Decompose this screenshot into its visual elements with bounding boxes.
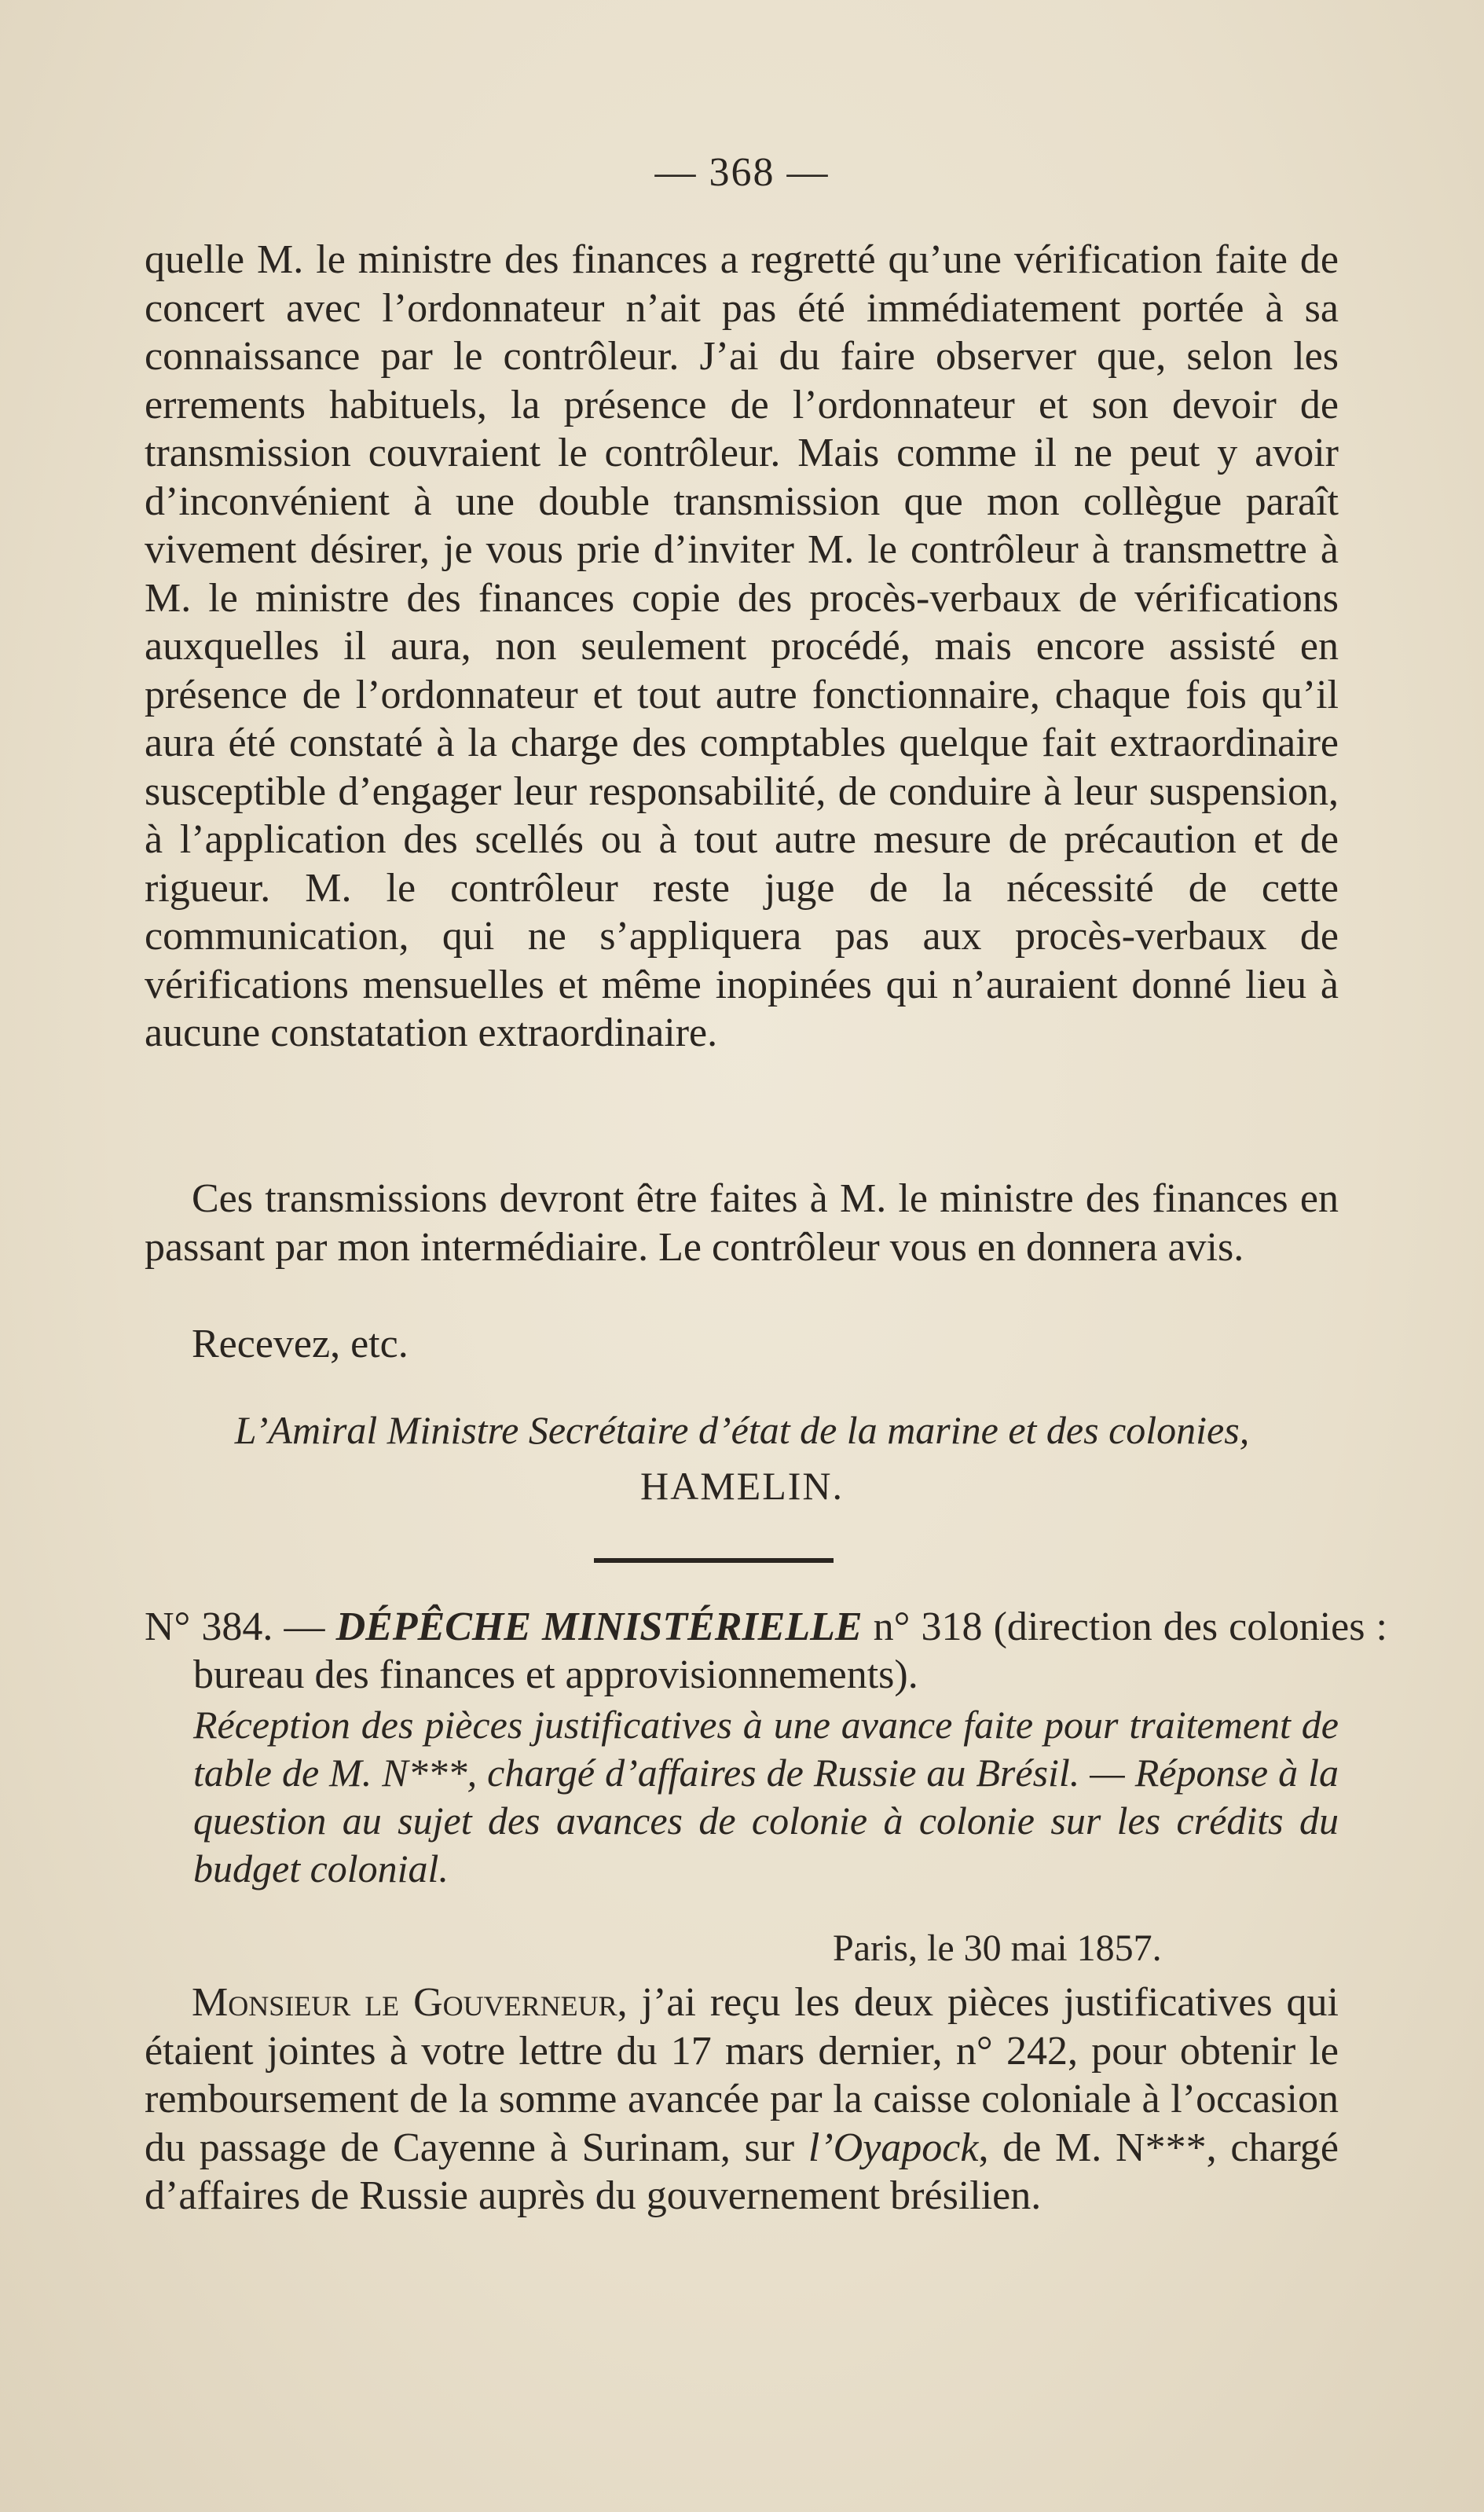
paragraph-closing: Recevez, etc.	[192, 1322, 409, 1366]
page-number: — 368 —	[654, 150, 830, 195]
letter-body-end: , de M. N***, chargé d’affaires de Russie auprès du gouvernement brésilien.	[145, 2125, 1339, 2218]
entry-number: N° 384. —	[145, 1604, 336, 1649]
entry-summary: Réception des pièces justificatives à une avance faite pour traitement de table de M. N***, chargé d’affaires de Russie au Brésil. — Réponse à la question au sujet des avances de colonie à colonie sur les crédits du budget colonial.	[193, 1703, 1339, 1890]
letter-body-start: j’ai reçu les deux pièces justificatives qui étaient jointes à votre lettre du 17 mars dernier, n° 242, pour obtenir le remboursement de la somme avancée par la caisse coloniale à l’occasion du passage de Cayenne à Surinam, sur	[145, 1980, 1339, 2170]
signature-title: L’Amiral Ministre Secrétaire d’état de la marine et des colonies,	[234, 1408, 1250, 1452]
letter-body	[145, 1978, 1339, 2220]
signature-name: HAMELIN.	[639, 1464, 845, 1508]
section-divider	[594, 1558, 834, 1563]
dateline: Paris, le 30 mai 1857.	[833, 1927, 1162, 1969]
paragraph-continuation: quelle M. le ministre des finances a regretté qu’une vérification faite de concert avec l’ordonnateur n’ait pas été immédiatement portée à sa connaissance par le contrôleur. J’ai du faire observer que, selon les errements habituels, la présence de l’ordonnateur et son devoir de transmission couvraient le contrôleur. Mais comme il ne peut y avoir d’inconvénient à une double transmission que mon collègue paraît vivement désirer, je vous prie d’inviter M. le contrôleur à transmettre à M. le ministre des finances copie des procès-verbaux de vérifications auxquelles il aura, non seulement procédé, mais encore assisté en présence de l’ordonnateur et tout autre fonctionnaire, chaque fois qu’il aura été constaté à la charge des comptables quelque fait extraordinaire susceptible d’engager leur responsabilité, de conduire à leur suspension, à l’application des scellés ou à tout autre mesure de précaution et de rigueur. M. le contrôleur reste juge de la nécessité de cette communication, qui ne s’appliquera pas aux procès-verbaux de vérifications mensuelles et même inopinées qui n’auraient donné lieu à aucune constatation extraordinaire.	[145, 237, 1339, 1055]
entry-direction: n° 318 (direction des colonies : bureau des finances et approvisionnements).	[193, 1604, 1387, 1697]
ship-name: l’Oyapock	[808, 2125, 979, 2170]
entry-title: DÉPÊCHE MINISTÉRIELLE	[335, 1604, 863, 1649]
paragraph-transmissions: Ces transmissions devront être faites à M. le ministre des finances en passant par mon intermédiaire. Le contrôleur vous en donnera avis.	[145, 1176, 1339, 1270]
entry-heading	[145, 1603, 1387, 1699]
letter-salutation: Monsieur le Gouverneur,	[192, 1980, 628, 2025]
